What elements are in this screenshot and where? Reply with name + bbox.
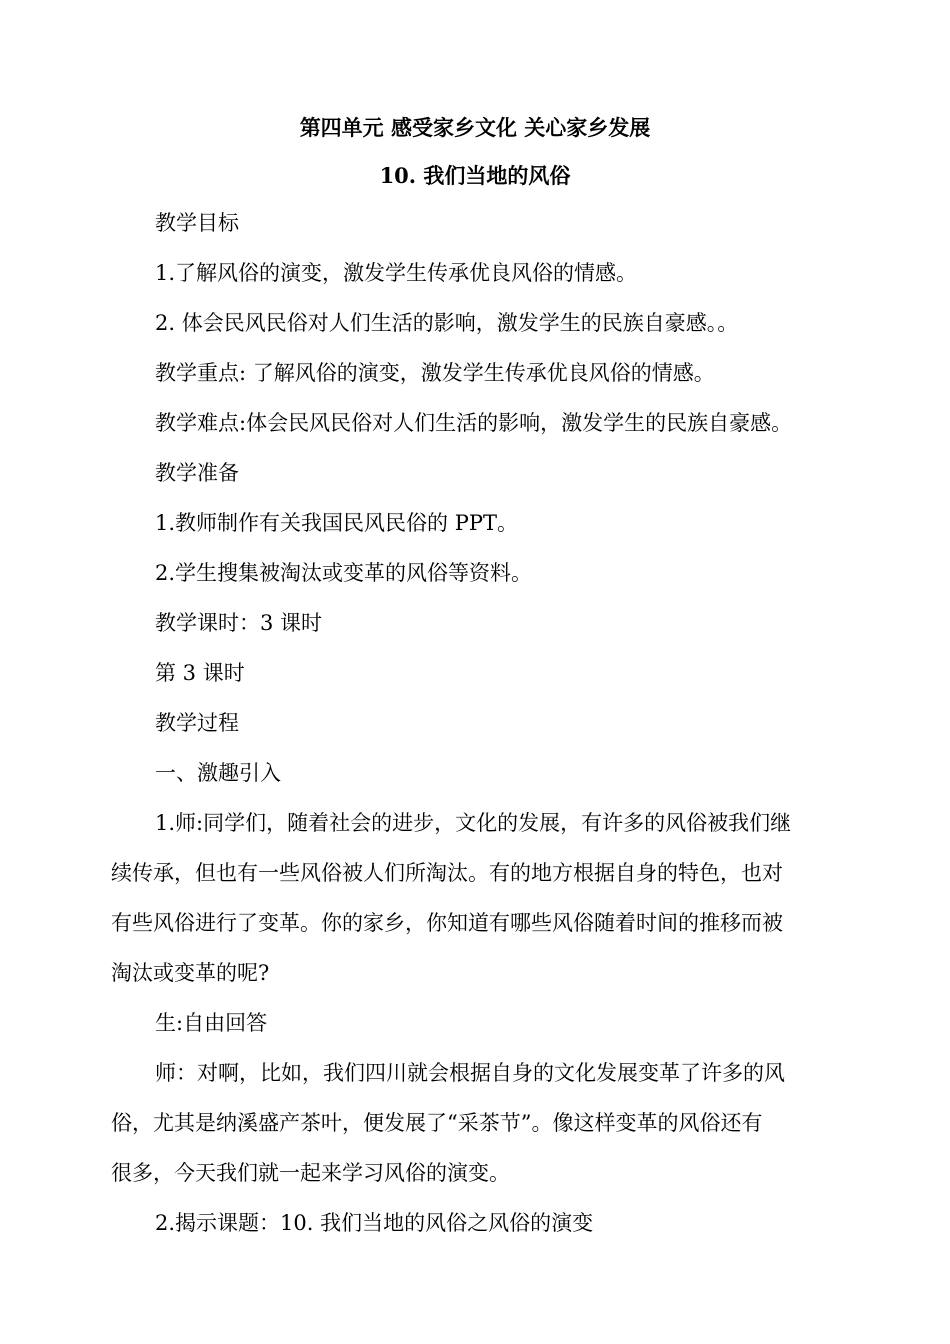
- paragraph-line: 师：对啊，比如，我们四川就会根据自身的文化发展变革了许多的风: [155, 1061, 785, 1085]
- paragraph-line: 1.师:同学们，随着社会的进步，文化的发展，有许多的风俗被我们继: [155, 811, 792, 835]
- paragraph-line: 教学过程: [155, 711, 239, 735]
- paragraph-line: 教学目标: [155, 211, 239, 235]
- paragraph-line: 2. 体会民风民俗对人们生活的影响，激发学生的民族自豪感。。: [155, 311, 739, 335]
- paragraph-line: 有些风俗进行了变革。你的家乡，你知道有哪些风俗随着时间的推移而被: [111, 911, 783, 935]
- paragraph-line: 2.揭示课题：10. 我们当地的风俗之风俗的演变: [155, 1211, 594, 1235]
- paragraph-line: 第 3 课时: [155, 661, 245, 685]
- paragraph-line: 俗，尤其是纳溪盛产茶叶，便发展了“采茶节”。像这样变革的风俗还有: [111, 1111, 763, 1135]
- paragraph-line: 2.学生搜集被淘汰或变革的风俗等资料。: [155, 561, 533, 585]
- paragraph-line: 教学重点: 了解风俗的演变，激发学生传承优良风俗的情感。: [155, 361, 715, 385]
- paragraph-line: 很多，今天我们就一起来学习风俗的演变。: [111, 1161, 510, 1185]
- lesson-title: 10. 我们当地的风俗: [379, 163, 571, 188]
- paragraph-line: 生:自由回答: [155, 1011, 268, 1035]
- paragraph-line: 一、激趣引入: [155, 761, 281, 785]
- paragraph-line: 教学准备: [155, 461, 239, 485]
- paragraph-line: 1.了解风俗的演变，激发学生传承优良风俗的情感。: [155, 261, 638, 285]
- paragraph-line: 教学难点:体会民风民俗对人们生活的影响，激发学生的民族自豪感。: [155, 411, 793, 435]
- unit-title: 第四单元 感受家乡文化 关心家乡发展: [299, 115, 651, 140]
- paragraph-line: 续传承，但也有一些风俗被人们所淘汰。有的地方根据自身的特色，也对: [111, 861, 783, 885]
- paragraph-line: 教学课时：3 课时: [155, 611, 323, 635]
- paragraph-line: 淘汰或变革的呢?: [111, 961, 270, 985]
- paragraph-line: 1.教师制作有关我国民风民俗的 PPT。: [155, 511, 518, 535]
